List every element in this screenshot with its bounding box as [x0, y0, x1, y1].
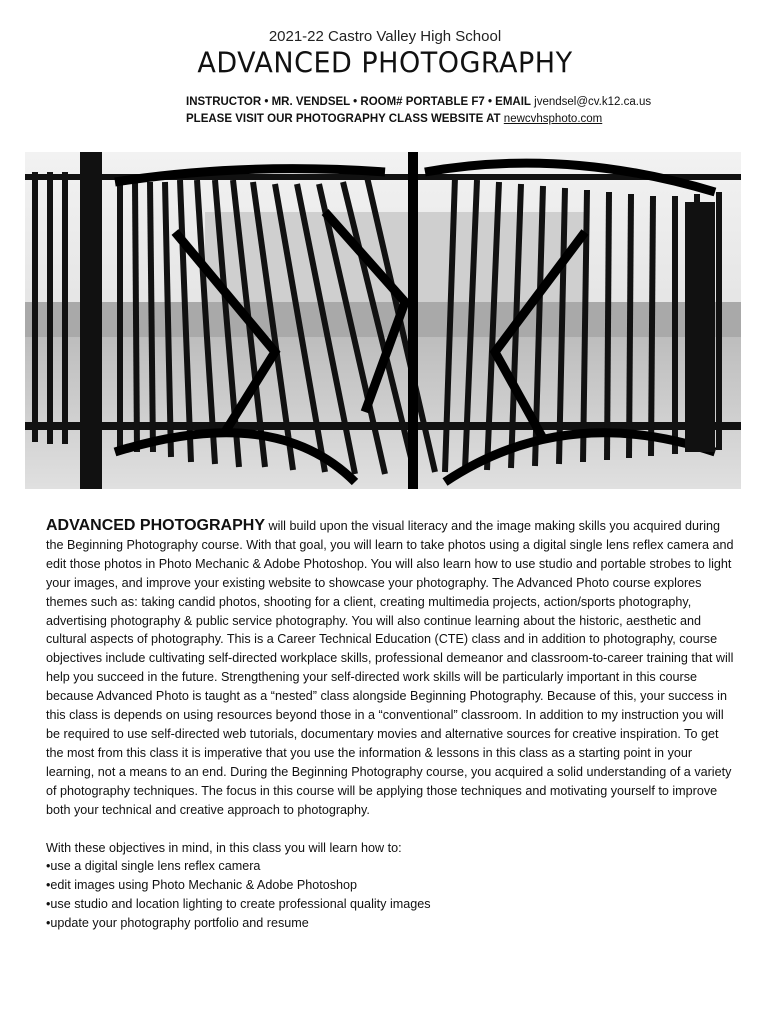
- instructor-line: INSTRUCTOR • MR. VENDSEL • ROOM# PORTABLE F7 • EMAIL: [186, 96, 531, 108]
- instructor-info: [186, 96, 651, 108]
- intro-paragraph: [46, 517, 734, 820]
- objective-item: •update your photography portfolio and resume: [46, 916, 309, 931]
- gate-photo: [25, 152, 741, 489]
- objective-item: •use a digital single lens reflex camera: [46, 859, 261, 874]
- instructor-email[interactable]: jvendsel@cv.k12.ca.us: [534, 96, 652, 108]
- course-title: ADVANCED PHOTOGRAPHY: [197, 47, 573, 80]
- website-info: [186, 113, 602, 125]
- objective-item: •edit images using Photo Mechanic & Adobe Photoshop: [46, 878, 358, 893]
- course-description: [46, 517, 734, 933]
- lead-title: ADVANCED PHOTOGRAPHY: [46, 517, 265, 534]
- school-year-heading: 2021-22 Castro Valley High School: [268, 28, 502, 45]
- gate-photo-graphic: [25, 152, 741, 489]
- objectives-intro: With these objectives in mind, in this class you will learn how to:: [46, 840, 402, 855]
- website-line: PLEASE VISIT OUR PHOTOGRAPHY CLASS WEBSITE AT: [186, 113, 501, 125]
- objective-item: •use studio and location lighting to create professional quality images: [46, 897, 431, 912]
- website-link[interactable]: newcvhsphoto.com: [503, 113, 603, 125]
- intro-text: will build upon the visual literacy and the image making skills you acquired during the Beginning Photography course. With that goal, you will learn to take photos using a digital single lens reflex camera and edit those photos in Photo Mechanic & Adobe Photoshop. You will also learn how to use studio and portable strobes to light your images, and improve your existing website to showcase your photography. The Advanced Photo course explores themes such as: taking candid photos, shooting for a client, creating multimedia projects, action/sports photography, advertising photography & public service photography. You will also continue learning about the historic, aesthetic and cultural aspects of photography. This is a Career Technical Education (CTE) class and in addition to photography, course objectives include cultivating self-directed workplace skills, professional demeanor and classroom-to-career training that will help you succeed in the future. Strengthening your self-directed work skills will be particularly important in this course because Advanced Photo is taught as a “nested” class alongside Beginning Photography. Because of this, your success in this class is depends on using resources beyond those in a “conventional” classroom. In addition to my instruction you will be required to use self-directed web tutorials, documentary movies and alternative sources for creative inspiration. To get the most from this class it is imperative that you use the information & lessons in this class as a starting point in your learning, not a means to an end. During the Beginning Photography course, you acquired a solid understanding of a variety of photography techniques. The focus in this course will be applying those techniques and motivating yourself to improve both your technical and creative approach to photography.: [46, 519, 734, 817]
